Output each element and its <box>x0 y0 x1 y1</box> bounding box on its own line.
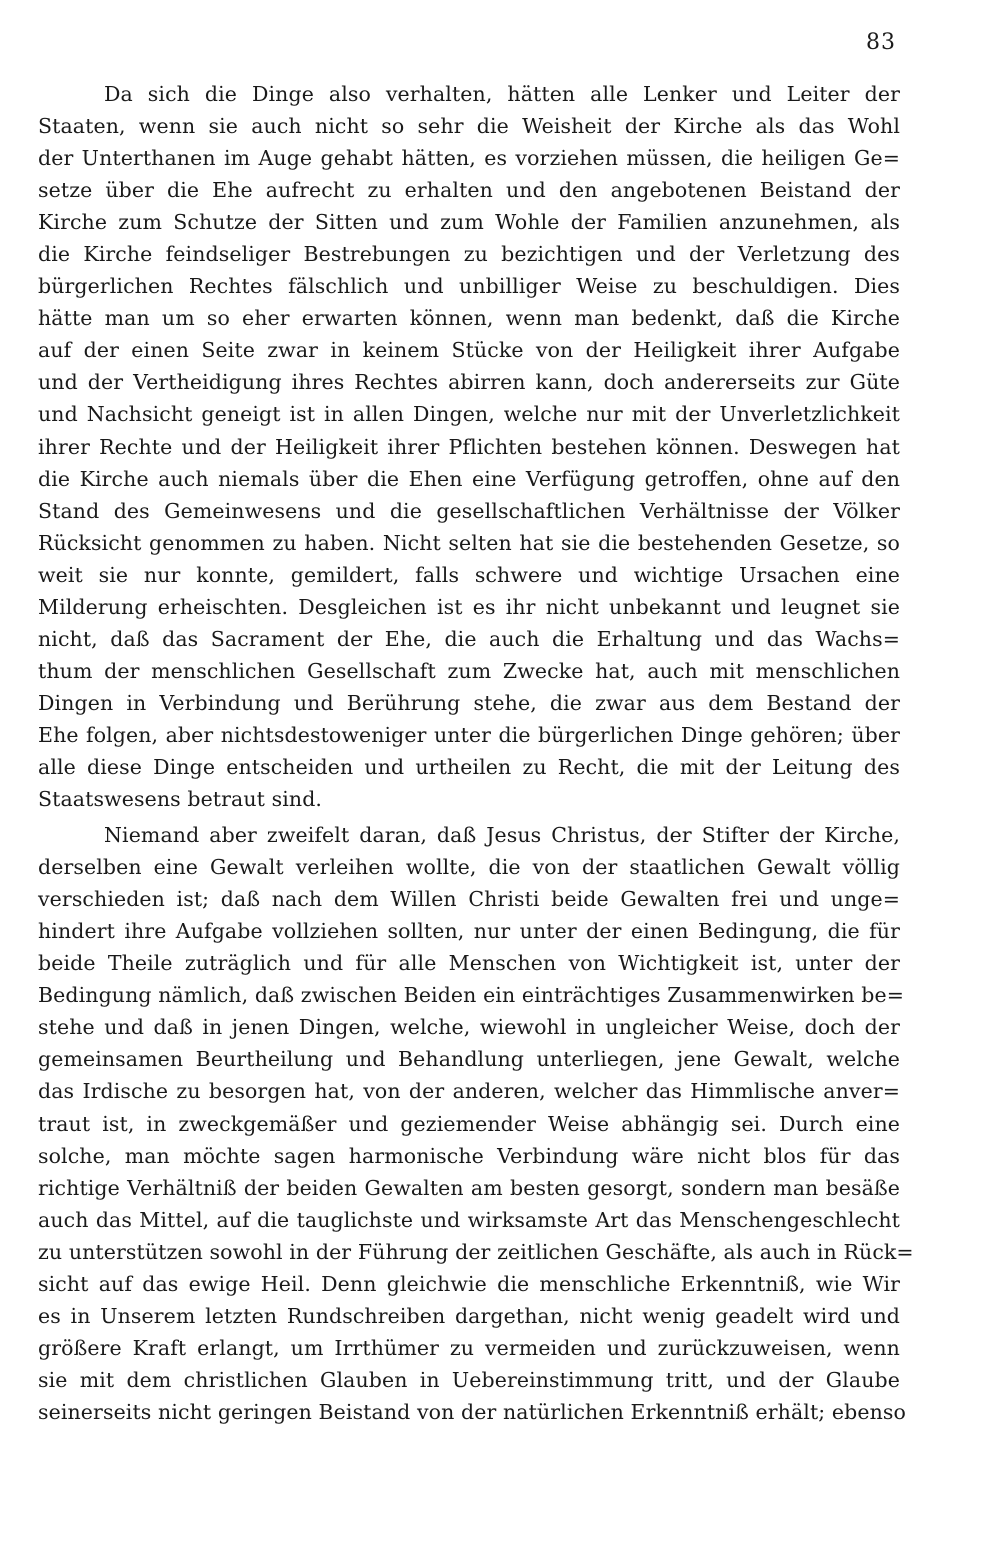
text-line: hätte man um so eher erwarten können, wenn man bedenkt, daß die Kirche <box>38 306 900 331</box>
text-line: und Nachsicht geneigt ist in allen Dingen, welche nur mit der Unverletzlichkeit <box>38 402 900 427</box>
text-line: stehe und daß in jenen Dingen, welche, wiewohl in ungleicher Weise, doch der <box>38 1015 900 1040</box>
text-line: weit sie nur konnte, gemildert, falls schwere und wichtige Ursachen eine <box>38 562 900 587</box>
text-line: sicht auf das ewige Heil. Denn gleichwie die menschliche Erkenntniß, wie Wir <box>38 1271 900 1296</box>
paragraph-2 <box>38 819 914 1428</box>
text-line: Milderung erheischten. Desgleichen ist es ihr nicht unbekannt und leugnet sie <box>38 594 900 619</box>
text-line: Niemand aber zweifelt daran, daß Jesus Christus, der Stifter der Kirche, <box>104 823 900 848</box>
text-line: nicht, daß das Sacrament der Ehe, die auch die Erhaltung und das Wachs= <box>38 626 900 651</box>
text-line: Kirche zum Schutze der Sitten und zum Wohle der Familien anzunehmen, als <box>38 210 900 235</box>
text-line: Staaten, wenn sie auch nicht so sehr die Weisheit der Kirche als das Wohl <box>38 114 900 139</box>
text-line: verschieden ist; daß nach dem Willen Christi beide Gewalten frei und unge= <box>38 887 900 912</box>
text-line: die Kirche feindseliger Bestrebungen zu bezichtigen und der Verletzung des <box>38 242 900 267</box>
text-line: größere Kraft erlangt, um Irrthümer zu vermeiden und zurückzuweisen, wenn <box>38 1335 900 1360</box>
text-line: der Unterthanen im Auge gehabt hätten, es vorziehen müssen, die heiligen Ge= <box>38 146 900 171</box>
body-text <box>38 78 914 1428</box>
text-line: alle diese Dinge entscheiden und urtheilen zu Recht, die mit der Leitung des <box>38 754 900 779</box>
text-line: und der Vertheidigung ihres Rechtes abirren kann, doch andererseits zur Güte <box>38 370 900 395</box>
text-line: Ehe folgen, aber nichtsdestoweniger unter die bürgerlichen Dinge gehören; über <box>38 722 900 747</box>
text-line: sie mit dem christlichen Glauben in Uebereinstimmung tritt, und der Glaube <box>38 1367 900 1392</box>
text-line: auch das Mittel, auf die tauglichste und wirksamste Art das Menschengeschlecht <box>38 1207 900 1232</box>
text-line: traut ist, in zweckgemäßer und geziemender Weise abhängig sei. Durch eine <box>38 1111 900 1136</box>
page-number: 83 <box>866 30 896 55</box>
text-line: Dingen in Verbindung und Berührung stehe, die zwar aus dem Bestand der <box>38 690 900 715</box>
text-line: es in Unserem letzten Rundschreiben dargethan, nicht wenig geadelt wird und <box>38 1303 900 1328</box>
text-line: hindert ihre Aufgabe vollziehen sollten, nur unter der einen Bedingung, die für <box>38 919 900 944</box>
text-line: derselben eine Gewalt verleihen wollte, die von der staatlichen Gewalt völlig <box>38 855 900 880</box>
text-line: richtige Verhältniß der beiden Gewalten am besten gesorgt, sondern man besäße <box>38 1175 900 1200</box>
text-line: bürgerlichen Rechtes fälschlich und unbilliger Weise zu beschuldigen. Dies <box>38 274 900 299</box>
text-line: Stand des Gemeinwesens und die gesellschaftlichen Verhältnisse der Völker <box>38 498 900 523</box>
text-line: Da sich die Dinge also verhalten, hätten alle Lenker und Leiter der <box>104 82 900 106</box>
text-line: thum der menschlichen Gesellschaft zum Zwecke hat, auch mit menschlichen <box>38 658 900 683</box>
text-line: beide Theile zuträglich und für alle Menschen von Wichtigkeit ist, unter der <box>38 951 900 976</box>
text-line: das Irdische zu besorgen hat, von der anderen, welcher das Himmlische anver= <box>38 1079 900 1104</box>
text-line: zu unterstützen sowohl in der Führung der zeitlichen Geschäfte, als auch in Rück= <box>38 1239 914 1264</box>
text-line: ihrer Rechte und der Heiligkeit ihrer Pflichten bestehen können. Deswegen hat <box>38 434 900 459</box>
text-line: seinerseits nicht geringen Beistand von der natürlichen Erkenntniß erhält; ebenso <box>38 1399 906 1424</box>
text-line: gemeinsamen Beurtheilung und Behandlung unterliegen, jene Gewalt, welche <box>38 1047 900 1072</box>
text-line: Bedingung nämlich, daß zwischen Beiden ein einträchtiges Zusammenwirken be= <box>38 983 905 1008</box>
text-line: solche, man möchte sagen harmonische Verbindung wäre nicht blos für das <box>38 1143 900 1168</box>
text-line: Rücksicht genommen zu haben. Nicht selten hat sie die bestehenden Gesetze, so <box>38 530 900 555</box>
text-line: auf der einen Seite zwar in keinem Stücke von der Heiligkeit ihrer Aufgabe <box>38 338 900 363</box>
text-line: setze über die Ehe aufrecht zu erhalten und den angebotenen Beistand der <box>38 178 900 203</box>
text-line: Staatswesens betraut sind. <box>38 787 323 812</box>
text-line: die Kirche auch niemals über die Ehen eine Verfügung getroffen, ohne auf den <box>38 466 900 491</box>
paragraph-1 <box>38 78 900 815</box>
